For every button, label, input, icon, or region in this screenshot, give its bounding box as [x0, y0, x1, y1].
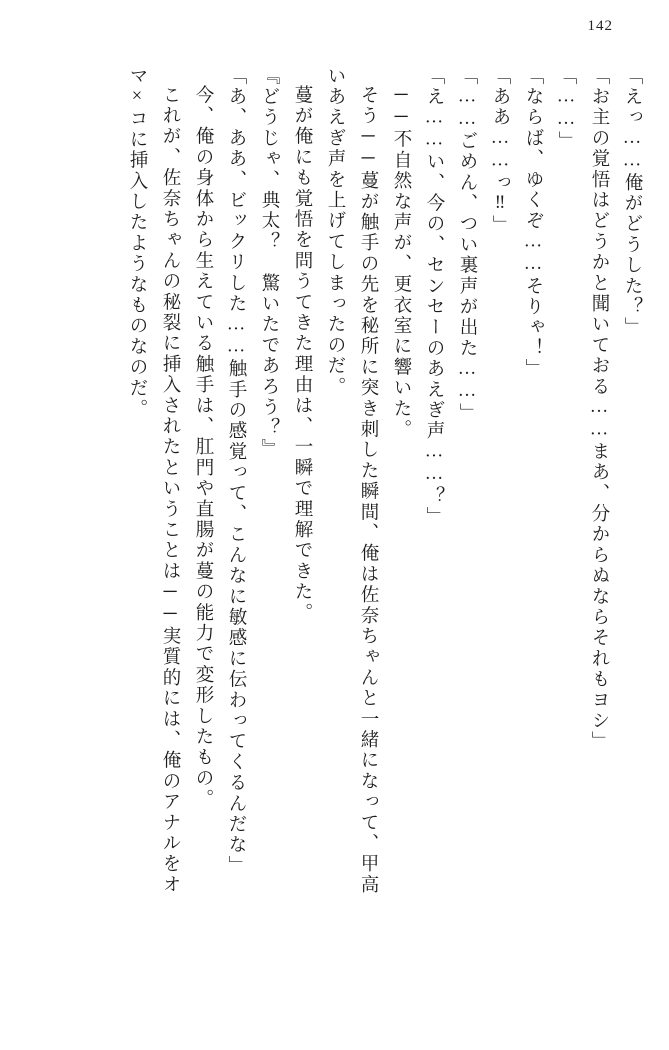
text-line: 『どうじゃ、典太？ 驚いたであろう？』 [259, 66, 279, 460]
text-line: いあえぎ声を上げてしまったのだ。 [325, 66, 345, 398]
text-line: マ×コに挿入したようなものなのだ。 [127, 66, 147, 420]
vertical-body-text [28, 66, 641, 1010]
text-line: 「ああ……っ‼」 [490, 66, 510, 237]
text-line: 「え……い、今の、センセーのあえぎ声……？」 [424, 66, 444, 528]
text-line: 今、俺の身体から生えている触手は、肛門や直腸が蔓の能力で変形したもの。 [193, 85, 213, 810]
text-line: 蔓が俺にも覚悟を問うてきた理由は、一瞬で理解できた。 [292, 85, 312, 624]
text-line: 「お主の覚悟はどうかと聞いておる……まあ、分からぬならそれもヨシ」 [589, 66, 609, 753]
text-line: 「あ、ああ、ビックリした……触手の感覚って、こんなに敏感に伝わってくるんだな」 [226, 66, 246, 877]
page-number: 142 [587, 18, 613, 34]
text-line: 「ならば、ゆくぞ……そりゃ！」 [523, 66, 543, 380]
text-line: そう──蔓が触手の先を秘所に突き刺した瞬間、俺は佐奈ちゃんと一緒になって、甲高 [358, 85, 378, 896]
text-line: これが、佐奈ちゃんの秘裂に挿入されたということは──実質的には、俺のアナルをオ [160, 85, 180, 896]
text-line: ──不自然な声が、更衣室に響いた。 [391, 85, 411, 440]
text-line: 「えっ……俺がどうした？」 [622, 66, 642, 339]
text-line: 「……ごめん、つい裏声が出た……」 [457, 66, 477, 424]
text-line: 「……」 [556, 66, 576, 152]
